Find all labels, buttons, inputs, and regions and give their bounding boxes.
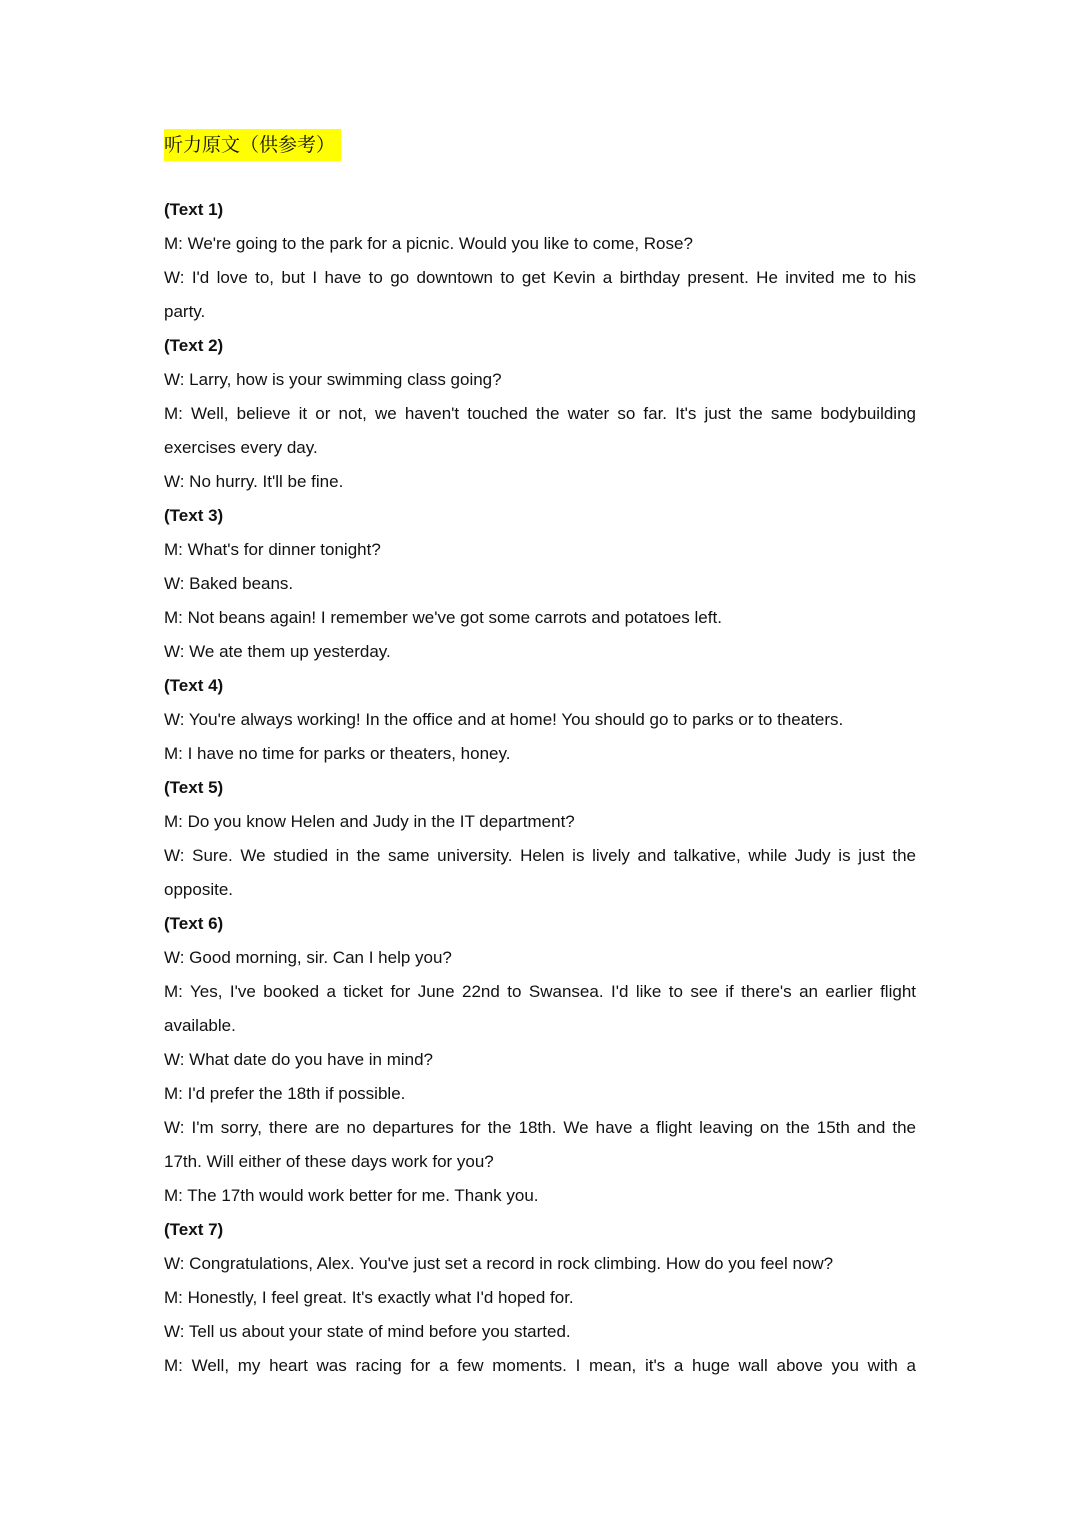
dialogue-line: W: I'd love to, but I have to go downtown to get Kevin a birthday present. He invited me to his	[164, 268, 916, 287]
dialogue-line: W: We ate them up yesterday.	[164, 642, 391, 661]
dialogue-line: W: You're always working! In the office and at home! You should go to parks or to theaters.	[164, 710, 844, 729]
dialogue-line: W: Tell us about your state of mind before you started.	[164, 1322, 571, 1341]
text-section-label: (Text 5)	[164, 778, 224, 797]
dialogue-line: W: Congratulations, Alex. You've just set a record in rock climbing. How do you feel now?	[164, 1254, 834, 1273]
text-section-label: (Text 7)	[164, 1220, 224, 1239]
dialogue-line: W: What date do you have in mind?	[164, 1050, 434, 1069]
dialogue-line: M: We're going to the park for a picnic. Would you like to come, Rose?	[164, 234, 693, 253]
text-section-label: (Text 2)	[164, 336, 224, 355]
text-section-label: (Text 4)	[164, 676, 224, 695]
dialogue-line: W: I'm sorry, there are no departures for the 18th. We have a flight leaving on the 15th and the	[164, 1118, 916, 1137]
dialogue-line: M: Do you know Helen and Judy in the IT department?	[164, 812, 575, 831]
dialogue-line: M: Not beans again! I remember we've got some carrots and potatoes left.	[164, 608, 722, 627]
dialogue-line: W: Baked beans.	[164, 574, 294, 593]
dialogue-line: exercises every day.	[164, 438, 318, 457]
dialogue-line: W: Larry, how is your swimming class going?	[164, 370, 502, 389]
dialogue-line: M: Honestly, I feel great. It's exactly what I'd hoped for.	[164, 1288, 574, 1307]
dialogue-line: M: I'd prefer the 18th if possible.	[164, 1084, 406, 1103]
dialogue-line: M: The 17th would work better for me. Thank you.	[164, 1186, 539, 1205]
dialogue-line: M: What's for dinner tonight?	[164, 540, 381, 559]
text-section-label: (Text 3)	[164, 506, 224, 525]
document-heading: 听力原文（供参考）	[164, 129, 341, 161]
text-section-label: (Text 6)	[164, 914, 224, 933]
dialogue-line: party.	[164, 302, 206, 321]
dialogue-line: 17th. Will either of these days work for you?	[164, 1152, 494, 1171]
dialogue-line: W: Sure. We studied in the same university. Helen is lively and talkative, while Judy is just the	[164, 846, 916, 865]
text-section-label: (Text 1)	[164, 200, 224, 219]
dialogue-line: M: Yes, I've booked a ticket for June 22nd to Swansea. I'd like to see if there's an earlier flight	[164, 982, 916, 1001]
dialogue-line: W: No hurry. It'll be fine.	[164, 472, 344, 491]
dialogue-line: M: Well, believe it or not, we haven't touched the water so far. It's just the same bodybuilding	[164, 404, 916, 423]
dialogue-line: opposite.	[164, 880, 233, 899]
dialogue-line: W: Good morning, sir. Can I help you?	[164, 948, 452, 967]
dialogue-line: M: Well, my heart was racing for a few moments. I mean, it's a huge wall above you with a	[164, 1356, 916, 1375]
transcript-body	[164, 193, 916, 1383]
dialogue-line: M: I have no time for parks or theaters, honey.	[164, 744, 511, 763]
dialogue-line: available.	[164, 1016, 236, 1035]
